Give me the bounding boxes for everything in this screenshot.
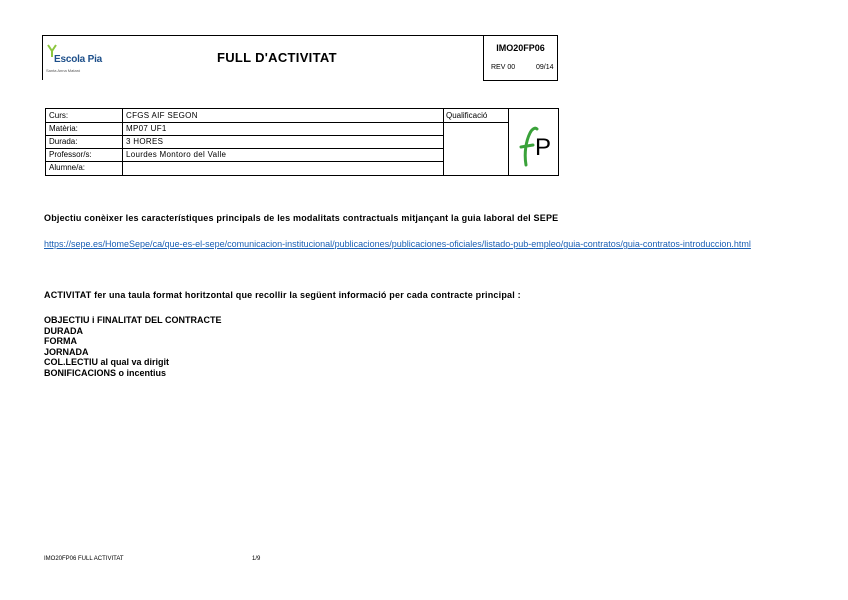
row-label: Alumne/a:	[49, 163, 86, 172]
table-row	[46, 109, 443, 123]
row-label: Durada:	[49, 137, 78, 146]
table-row	[46, 122, 443, 136]
row-value: CFGS AIF SEGON	[126, 111, 198, 120]
logo-cell	[42, 35, 109, 80]
list-item: BONIFICACIONS o incentius	[44, 367, 167, 378]
activity-text: ACTIVITAT fer una taula format horitzontal que recollir la següent informació per cada contracte principal :	[44, 290, 521, 300]
info-table	[45, 108, 559, 176]
row-value: 3 HORES	[126, 137, 164, 146]
objective-text: Objectiu conèixer les característiques principals de les modalitats contractuals mitjançant la guia laboral del SEPE	[44, 213, 559, 223]
header-divider	[108, 35, 483, 36]
table-row	[46, 135, 443, 149]
footer-page-number: 1/9	[252, 556, 261, 562]
fp-logo-icon	[516, 119, 552, 167]
row-value: Lourdes Montoro del Valle	[126, 150, 227, 159]
document-code-box	[483, 35, 558, 81]
info-items-list	[44, 315, 222, 378]
page-title: FULL D'ACTIVITAT	[217, 50, 337, 65]
list-item: JORNADA	[44, 346, 89, 357]
list-item: DURADA	[44, 325, 83, 336]
document-code: IMO20FP06	[496, 43, 545, 53]
row-value: MP07 UF1	[126, 124, 167, 133]
logo-name: Escola Pia	[54, 54, 103, 65]
document-header	[42, 35, 557, 80]
list-item: FORMA	[44, 336, 77, 346]
qualification-divider	[443, 122, 509, 123]
qualification-label: Qualificació	[446, 111, 488, 120]
sepe-guide-link[interactable]: https://sepe.es/HomeSepe/ca/que-es-el-sepe/comunicacion-institucional/publicaciones/publicaciones-oficiales/listado-pub-empleo/guia-contratos/guia-contratos-introduccion.html	[44, 239, 751, 249]
row-label: Professor/s:	[49, 150, 92, 159]
revision: REV 00	[491, 64, 516, 71]
table-divider	[443, 109, 444, 175]
list-item: COL.LECTIU al qual va dirigit	[44, 357, 170, 367]
logo-subtitle: Santa Anna Mataró	[46, 68, 81, 73]
fp-letter: P	[535, 134, 552, 161]
table-row	[46, 161, 443, 174]
revision-date: 09/14	[536, 64, 554, 71]
row-label: Matèria:	[49, 124, 78, 133]
row-label: Curs:	[49, 111, 69, 120]
footer-document-name: IMO20FP06 FULL ACTIVITAT	[44, 556, 124, 562]
list-item: OBJECTIU i FINALITAT DEL CONTRACTE	[44, 315, 222, 325]
table-row	[46, 148, 443, 162]
table-divider	[508, 109, 509, 175]
